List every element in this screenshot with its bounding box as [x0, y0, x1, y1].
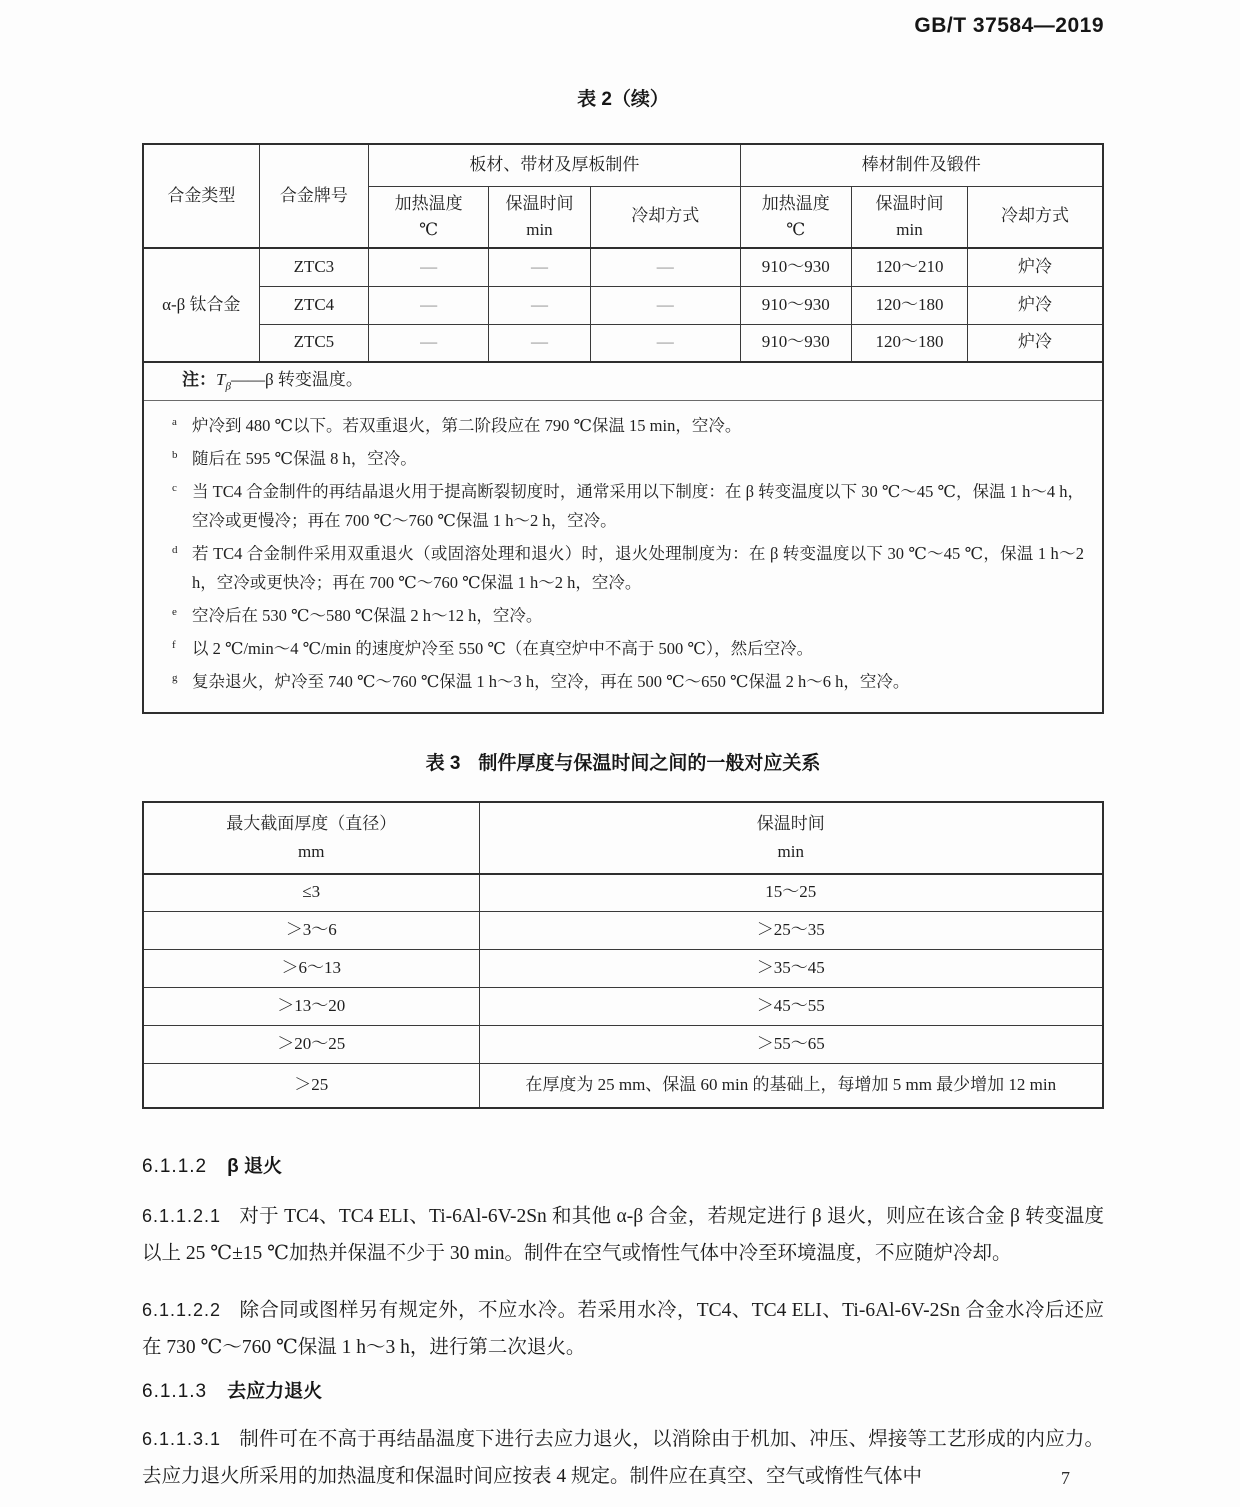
header-label: 保温时间 — [875, 193, 944, 213]
cell-thickness: ＞3～6 — [143, 912, 479, 950]
cell-bar-cool: 炉冷 — [968, 324, 1103, 362]
header-label: 加热温度 — [761, 193, 830, 213]
footnote-mark: c — [172, 481, 177, 494]
cell-bar-time: 120～180 — [851, 324, 967, 362]
header-unit: min — [896, 219, 923, 239]
clause-6-1-1-3-1 — [142, 1421, 1104, 1495]
footnote-mark: b — [172, 448, 178, 461]
clause-6-1-1-2-1 — [142, 1198, 1104, 1272]
cell-thickness: ＞25 — [143, 1064, 479, 1108]
table-row-ztc3 — [143, 248, 1103, 286]
section-title: 去应力退火 — [227, 1380, 323, 1402]
header-label: 保温时间 — [756, 813, 825, 833]
cell-plate-cool: — — [590, 286, 740, 324]
footnote-text: 随后在 595 ℃保温 8 h，空冷。 — [192, 448, 417, 468]
cell-thickness: ＞6～13 — [143, 950, 479, 988]
cell-thickness: ＞20～25 — [143, 1026, 479, 1064]
table3-caption — [142, 748, 1104, 775]
cell-plate-temp: — — [369, 286, 489, 324]
table-row — [143, 1026, 1103, 1064]
note-symbol: T — [216, 369, 226, 389]
cell-thickness: ≤3 — [143, 874, 479, 912]
table3-caption-label: 表 3 — [425, 752, 461, 774]
footnote-text: 以 2 ℃/min～4 ℃/min 的速度炉冷至 550 ℃（在真空炉中不高于 500 ℃），然后空冷。 — [192, 638, 814, 658]
clause-text: 除合同或图样另有规定外，不应水冷。若采用水冷，TC4、TC4 ELI、Ti-6Al-6V-2Sn 合金水冷后还应在 730 ℃～760 ℃保温 1 h～3 h，进行第二次退火。 — [142, 1299, 1104, 1358]
header-cell-grade: 合金牌号 — [259, 144, 368, 248]
cell-grade: ZTC5 — [259, 324, 368, 362]
header-cell-plate-heat-temp — [369, 186, 489, 248]
section-number: 6.1.1.2 — [142, 1155, 208, 1177]
table2-footnotes-row — [143, 400, 1103, 713]
cell-grade: ZTC3 — [259, 248, 368, 286]
cell-plate-temp: — — [369, 324, 489, 362]
cell-plate-time: — — [489, 286, 591, 324]
table2-group-header-row — [143, 144, 1103, 186]
table-row — [143, 1064, 1103, 1108]
cell-plate-time: — — [489, 248, 591, 286]
cell-thickness: ＞13～20 — [143, 988, 479, 1026]
header-label: 加热温度 — [394, 193, 463, 213]
document-code: GB/T 37584—2019 — [914, 14, 1104, 37]
header-cell-bar-cooling: 冷却方式 — [968, 186, 1103, 248]
cell-plate-time: — — [489, 324, 591, 362]
table3-caption-title: 制件厚度与保温时间之间的一般对应关系 — [478, 752, 821, 774]
section-number: 6.1.1.3 — [142, 1380, 208, 1402]
footnote-text: 空冷后在 530 ℃～580 ℃保温 2 h～12 h，空冷。 — [192, 605, 543, 625]
footnote-e — [168, 601, 1084, 630]
clause-text: 制件可在不高于再结晶温度下进行去应力退火，以消除由于机加、冲压、焊接等工艺形成的内应力。去应力退火所采用的加热温度和保温时间应按表 4 规定。制件应在真空、空气或惰性气体中 — [142, 1428, 1104, 1487]
section-heading-stress-relief — [142, 1376, 1104, 1403]
cell-grade: ZTC4 — [259, 286, 368, 324]
table-row-ztc5 — [143, 324, 1103, 362]
table-row — [143, 912, 1103, 950]
clause-number: 6.1.1.3.1 — [142, 1428, 222, 1449]
footnote-mark: e — [172, 605, 177, 618]
cell-hold-time: ＞55～65 — [479, 1026, 1103, 1064]
cell-bar-time: 120～180 — [851, 286, 967, 324]
header-label: 保温时间 — [505, 193, 574, 213]
table-row — [143, 874, 1103, 912]
header-cell-bar-group: 棒材制件及锻件 — [740, 144, 1103, 186]
cell-alloy-type: α-β 钛合金 — [143, 248, 259, 362]
header-cell-alloy-type: 合金类型 — [143, 144, 259, 248]
header-cell-bar-heat-temp — [740, 186, 851, 248]
table-row — [143, 950, 1103, 988]
header-unit: min — [526, 219, 553, 239]
footnote-a — [168, 411, 1084, 440]
footnote-b — [168, 444, 1084, 473]
page-number: 7 — [1061, 1468, 1070, 1488]
cell-plate-temp: — — [369, 248, 489, 286]
footnote-mark: d — [172, 543, 178, 556]
table-row-ztc4 — [143, 286, 1103, 324]
cell-bar-cool: 炉冷 — [968, 248, 1103, 286]
table3-header-row — [143, 802, 1103, 874]
clause-number: 6.1.1.2.1 — [142, 1205, 222, 1226]
footnote-text: 复杂退火，炉冷至 740 ℃～760 ℃保温 1 h～3 h，空冷，再在 500 ℃～650 ℃保温 2 h～6 h，空冷。 — [192, 671, 910, 691]
cell-bar-time: 120～210 — [851, 248, 967, 286]
cell-hold-time: 在厚度为 25 mm、保温 60 min 的基础上，每增加 5 mm 最少增加 12 min — [479, 1064, 1103, 1108]
header-cell-plate-group: 板材、带材及厚板制件 — [369, 144, 741, 186]
footnote-g — [168, 667, 1084, 696]
cell-hold-time: 15～25 — [479, 874, 1103, 912]
cell-bar-temp: 910～930 — [740, 248, 851, 286]
footnote-mark: g — [172, 671, 178, 684]
header-cell-plate-cooling: 冷却方式 — [590, 186, 740, 248]
clause-text: 对于 TC4、TC4 ELI、Ti-6Al-6V-2Sn 和其他 α-β 合金，若规定进行 β 退火，则应在该合金 β 转变温度以上 25 ℃±15 ℃加热并保温不少于 30 min。制件在空气或惰性气体中冷至环境温度，不应随炉冷却。 — [142, 1205, 1104, 1264]
cell-hold-time: ＞35～45 — [479, 950, 1103, 988]
cell-bar-cool: 炉冷 — [968, 286, 1103, 324]
footnote-mark: f — [172, 638, 176, 651]
section-heading-beta-annealing — [142, 1151, 1104, 1178]
cell-hold-time: ＞45～55 — [479, 988, 1103, 1026]
header-cell-bar-hold-time — [851, 186, 967, 248]
header-unit: ℃ — [419, 219, 439, 239]
cell-bar-temp: 910～930 — [740, 324, 851, 362]
header-cell-max-thickness — [143, 802, 479, 874]
table2-continued — [142, 143, 1104, 714]
note-symbol-subscript: β — [225, 379, 231, 392]
header-cell-plate-hold-time — [489, 186, 591, 248]
table2-footnotes — [143, 400, 1103, 713]
table2-note-row — [143, 362, 1103, 400]
table3-thickness-holdtime — [142, 801, 1104, 1109]
cell-plate-cool: — — [590, 248, 740, 286]
note-label: 注： — [182, 369, 216, 389]
table2-note — [143, 362, 1103, 400]
note-text: ——β 转变温度。 — [230, 369, 363, 389]
table-row — [143, 988, 1103, 1026]
cell-bar-temp: 910～930 — [740, 286, 851, 324]
header-label: 最大截面厚度（直径） — [226, 813, 397, 833]
clause-6-1-1-2-2 — [142, 1292, 1104, 1366]
footnote-mark: a — [172, 415, 177, 428]
table2-caption: 表 2（续） — [577, 89, 669, 110]
header-cell-hold-time — [479, 802, 1103, 874]
footnote-text: 炉冷到 480 ℃以下。若双重退火，第二阶段应在 790 ℃保温 15 min，空冷。 — [192, 415, 742, 435]
footnote-text: 若 TC4 合金制件采用双重退火（或固溶处理和退火）时，退火处理制度为：在 β 转变温度以下 30 ℃～45 ℃，保温 1 h～2 h，空冷或更快冷；再在 700 ℃～760 ℃保温 1 h～2 h，空冷。 — [192, 543, 1084, 592]
header-unit: mm — [298, 841, 325, 861]
footnote-f — [168, 634, 1084, 663]
footnote-d — [168, 539, 1084, 597]
cell-plate-cool: — — [590, 324, 740, 362]
section-title: β 退火 — [227, 1155, 282, 1177]
header-unit: ℃ — [786, 219, 806, 239]
footnote-c — [168, 477, 1084, 535]
footnote-text: 当 TC4 合金制件的再结晶退火用于提高断裂韧度时，通常采用以下制度：在 β 转变温度以下 30 ℃～45 ℃，保温 1 h～4 h，空冷或更慢冷；再在 700 ℃～760 ℃保温 1 h～2 h，空冷。 — [192, 481, 1084, 530]
clause-number: 6.1.1.2.2 — [142, 1299, 222, 1320]
header-unit: min — [777, 841, 804, 861]
cell-hold-time: ＞25～35 — [479, 912, 1103, 950]
